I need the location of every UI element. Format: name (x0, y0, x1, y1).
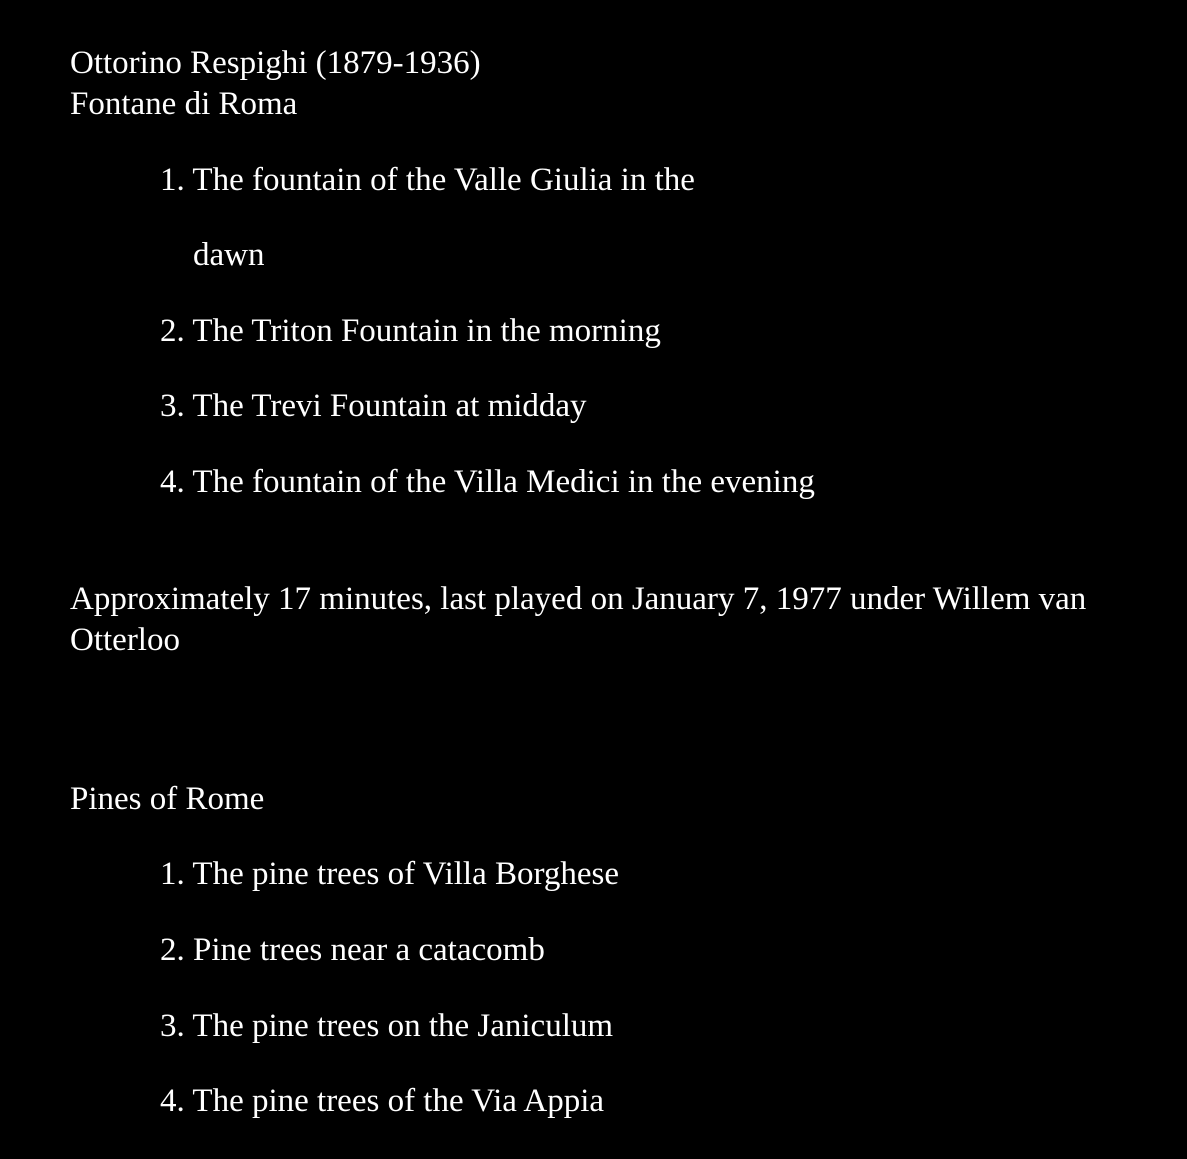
list-item (160, 854, 619, 895)
list-item-number: 4. (160, 1083, 185, 1119)
list-item-text: The Triton Fountain in the morning (192, 313, 661, 349)
list-item-number: 2. (160, 313, 185, 349)
work-title-pines: Pines of Rome (70, 781, 265, 817)
list-item-continuation: dawn (193, 237, 265, 273)
list-item (160, 1006, 613, 1047)
list-item-number: 1. (160, 856, 185, 892)
list-item-number: 3. (160, 388, 185, 424)
work-title-fontane: Fontane di Roma (70, 86, 298, 122)
list-item-text: The fountain of the Valle Giulia in the (192, 162, 695, 198)
list-item-number: 1. (160, 162, 185, 198)
list-item (160, 311, 661, 352)
composer-heading: Ottorino Respighi (1879-1936) (70, 45, 481, 81)
list-item-number: 2. (160, 932, 185, 968)
list-item (160, 930, 545, 971)
list-item-number: 3. (160, 1008, 185, 1044)
list-item (160, 462, 815, 503)
list-item (160, 160, 695, 201)
list-item-text: The fountain of the Villa Medici in the evening (192, 464, 815, 500)
list-item-text: Pine trees near a catacomb (193, 932, 545, 968)
list-item-text: The pine trees of Villa Borghese (192, 856, 620, 892)
list-item-number: 4. (160, 464, 185, 500)
list-item (160, 386, 587, 427)
list-item-text: The pine trees of the Via Appia (192, 1083, 605, 1119)
list-item (160, 1081, 604, 1122)
list-item-text: The pine trees on the Janiculum (192, 1008, 614, 1044)
list-item-text: The Trevi Fountain at midday (192, 388, 587, 424)
performance-note: Approximately 17 minutes, last played on January 7, 1977 under Willem van Otterloo (70, 581, 1087, 658)
